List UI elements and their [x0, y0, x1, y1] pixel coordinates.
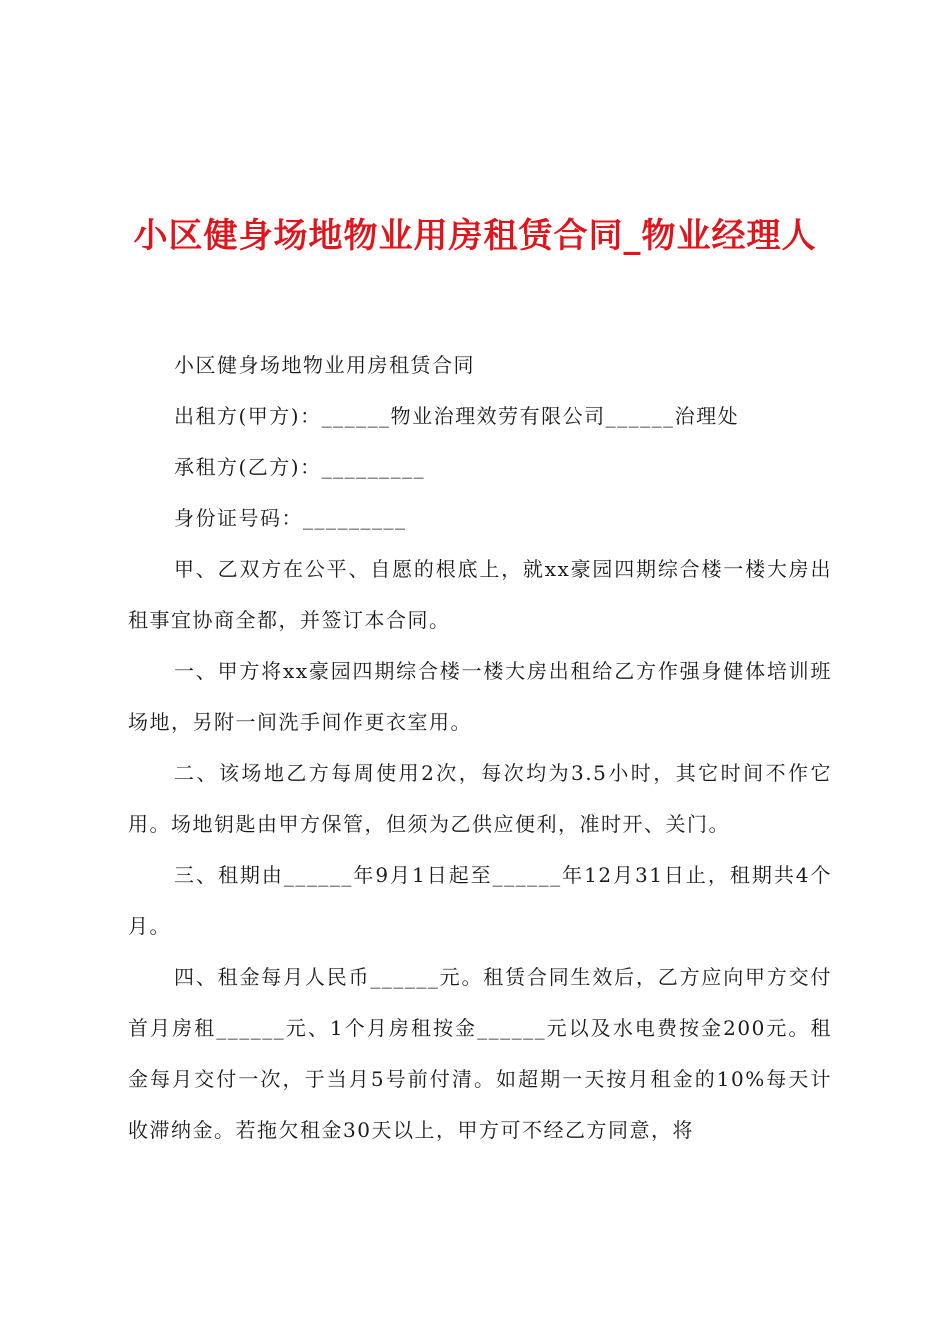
clause-4: 四、租金每月人民币______元。租赁合同生效后，乙方应向甲方交付首月房租______元、1个月房租按金______元以及水电费按金200元。租金每月交付一次，于当月5号前付清。如超期一天按月租金的10%每天计收滞纳金。若拖欠租金30天以上，甲方可不经乙方同意，将 — [128, 965, 832, 1142]
document-title: 小区健身场地物业用房租赁合同_物业经理人 — [133, 216, 817, 256]
document-body — [128, 340, 832, 1156]
lessor-line: 出租方(甲方)：______物业治理效劳有限公司______治理处 — [174, 404, 740, 428]
preamble-paragraph: 甲、乙双方在公平、自愿的根底上，就xx豪园四期综合楼一楼大房出租事宜协商全都，并签订本合同。 — [128, 557, 832, 632]
clause-2: 二、该场地乙方每周使用2次，每次均为3.5小时，其它时间不作它用。场地钥匙由甲方保管，但须为乙供应便利，准时开、关门。 — [128, 761, 832, 836]
contract-heading: 小区健身场地物业用房租赁合同 — [174, 353, 475, 377]
id-number-line: 身份证号码：_________ — [174, 506, 407, 530]
clause-3: 三、租期由______年9月1日起至______年12月31日止，租期共4个月。 — [128, 863, 832, 938]
lessee-line: 承租方(乙方)：_________ — [174, 455, 426, 479]
clause-1: 一、甲方将xx豪园四期综合楼一楼大房出租给乙方作强身健体培训班场地，另附一间洗手间作更衣室用。 — [128, 659, 832, 734]
